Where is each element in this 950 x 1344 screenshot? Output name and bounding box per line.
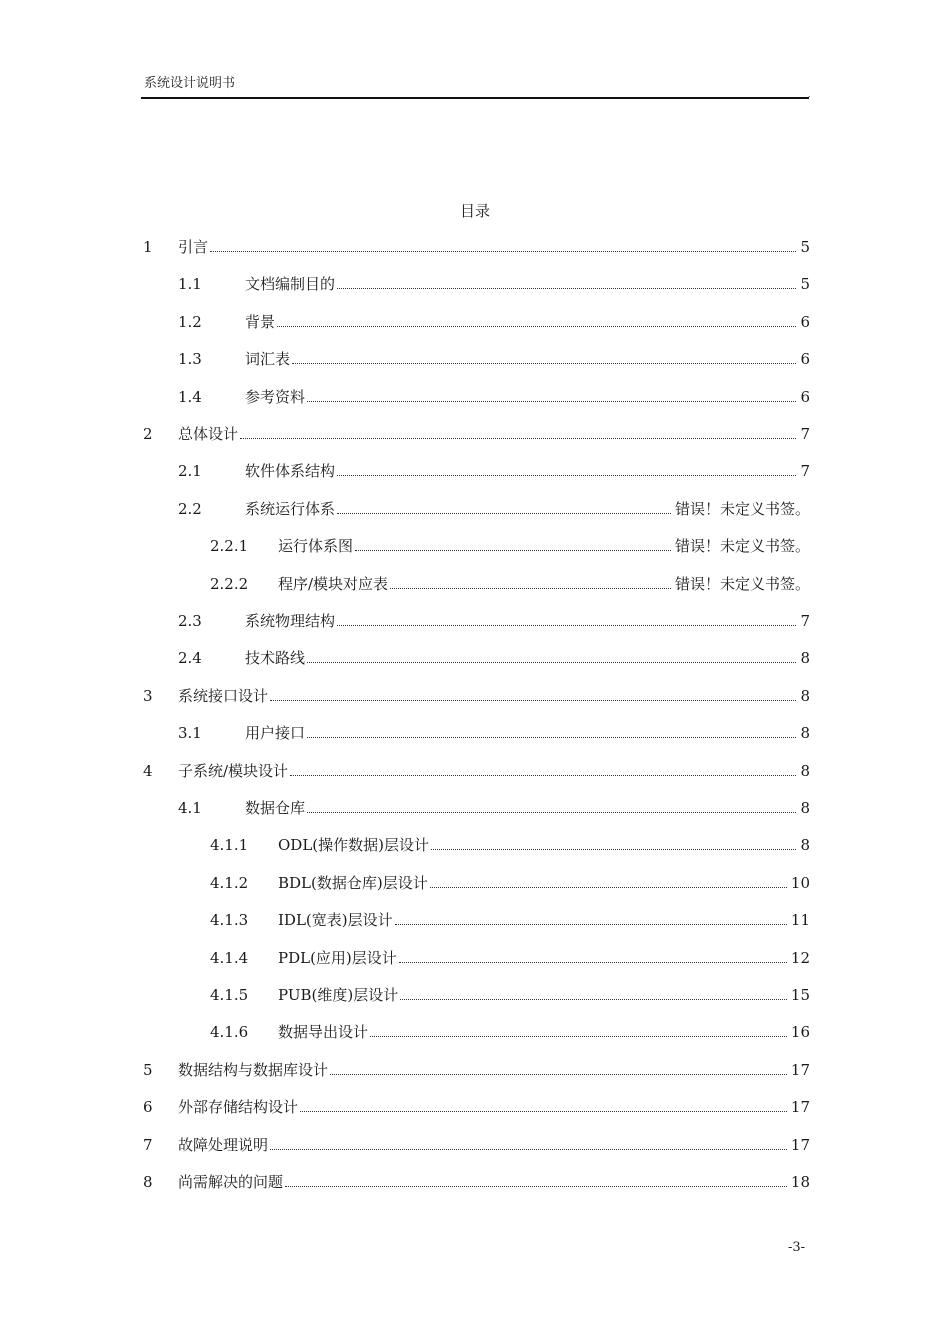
toc-entry-label: 数据仓库 — [245, 799, 306, 817]
toc-entry-label: 词汇表 — [245, 350, 291, 369]
toc-entry[interactable] — [143, 909, 810, 931]
toc-entry-label: 总体设计 — [178, 425, 239, 443]
toc-entry[interactable] — [143, 1021, 810, 1043]
toc-entry-number: 8 — [143, 1173, 153, 1191]
toc-leader-dots — [290, 775, 796, 776]
toc-entry-number: 3.1 — [178, 724, 202, 743]
toc-entry-page: 17 — [790, 1135, 810, 1154]
toc-entry-page: 17 — [790, 1098, 810, 1117]
toc-entry-label: 文档编制目的 — [245, 275, 336, 294]
toc-entry[interactable] — [143, 685, 810, 707]
toc-entry-page: 错误！未定义书签。 — [674, 537, 810, 556]
toc-entry-number: 7 — [143, 1135, 153, 1154]
toc-entry-label: 引言 — [178, 238, 209, 256]
toc-entry[interactable] — [143, 311, 810, 333]
toc-entry-page: 5 — [800, 275, 810, 294]
toc-entry-label: 子系统/模块设计 — [178, 761, 289, 780]
toc-entry[interactable] — [143, 834, 810, 856]
toc-entry-page: 16 — [790, 1023, 810, 1042]
header-rule-dot: . — [808, 90, 811, 99]
toc-entry-number: 1.3 — [178, 350, 202, 369]
toc-leader-dots — [270, 700, 796, 701]
toc-entry[interactable] — [143, 423, 810, 445]
toc-entry-label: 参考资料 — [245, 387, 306, 406]
toc-entry[interactable] — [143, 535, 810, 557]
toc-entry-label: 系统物理结构 — [245, 612, 336, 630]
toc-entry[interactable] — [143, 498, 810, 520]
toc-entry-page: 7 — [800, 612, 810, 630]
toc-entry-page: 错误！未定义书签。 — [674, 574, 810, 593]
toc-leader-dots — [307, 812, 796, 813]
toc-leader-dots — [307, 662, 796, 663]
header-rule — [141, 97, 809, 99]
toc-leader-dots — [370, 1036, 787, 1037]
toc-entry-page: 5 — [800, 238, 810, 256]
toc-entry-page: 18 — [790, 1173, 810, 1191]
toc-entry[interactable] — [143, 722, 810, 744]
toc-leader-dots — [270, 1149, 787, 1150]
toc-entry-page: 8 — [800, 724, 810, 743]
toc-entry[interactable] — [143, 1171, 810, 1193]
toc-entry-number: 4.1 — [178, 799, 202, 817]
toc-entry-page: 8 — [800, 799, 810, 817]
toc-entry-number: 2.2.2 — [210, 574, 249, 593]
toc-entry-label: 背景 — [245, 312, 276, 331]
toc-entry-number: 1.4 — [178, 387, 202, 406]
toc-entry[interactable] — [143, 236, 810, 258]
toc-entry-page: 6 — [800, 312, 810, 331]
toc-entry[interactable] — [143, 1134, 810, 1156]
toc-entry-number: 2.3 — [178, 612, 202, 630]
toc-entry[interactable] — [143, 947, 810, 969]
toc-entry[interactable] — [143, 647, 810, 669]
toc-entry-label: PUB(维度)层设计 — [278, 986, 399, 1004]
toc-entry[interactable] — [143, 1059, 810, 1081]
toc-entry-page: 错误！未定义书签。 — [674, 499, 810, 518]
toc-entry[interactable] — [143, 610, 810, 632]
toc-entry-page: 6 — [800, 350, 810, 369]
toc-entry-label: 外部存储结构设计 — [178, 1098, 299, 1117]
toc-entry-label: 尚需解决的问题 — [178, 1173, 284, 1191]
toc-leader-dots — [395, 924, 787, 925]
toc-entry-label: 系统运行体系 — [245, 499, 336, 518]
toc-entry-label: 数据导出设计 — [278, 1023, 369, 1042]
toc-leader-dots — [285, 1186, 787, 1187]
toc-entry-label: BDL(数据仓库)层设计 — [278, 873, 428, 892]
toc-leader-dots — [307, 737, 796, 738]
toc-leader-dots — [337, 288, 796, 289]
toc-entry-number: 5 — [143, 1060, 153, 1079]
toc-entry-page: 8 — [800, 686, 810, 705]
toc-entry-number: 4.1.5 — [210, 986, 249, 1004]
toc-entry-page: 10 — [790, 873, 810, 892]
toc-entry-page: 15 — [790, 986, 810, 1004]
toc-entry-number: 2.4 — [178, 649, 202, 668]
toc-leader-dots — [277, 326, 796, 327]
toc-entry-number: 4.1.1 — [210, 836, 249, 855]
toc-entry-number: 1 — [143, 238, 153, 256]
toc-entry[interactable] — [143, 872, 810, 894]
toc-entry-page: 12 — [790, 948, 810, 967]
toc-entry-number: 4.1.6 — [210, 1023, 249, 1042]
toc-entry[interactable] — [143, 273, 810, 295]
toc-title: 目录 — [459, 202, 490, 220]
toc-entry[interactable] — [143, 386, 810, 408]
toc-leader-dots — [400, 999, 787, 1000]
toc-leader-dots — [431, 849, 796, 850]
toc-leader-dots — [430, 887, 787, 888]
toc-leader-dots — [210, 251, 796, 252]
toc-entry-number: 2.2.1 — [210, 537, 249, 556]
toc-entry-number: 2.1 — [178, 462, 202, 481]
toc-entry-label: 软件体系结构 — [245, 462, 336, 481]
toc-entry-page: 7 — [800, 425, 810, 443]
toc-entry-number: 3 — [143, 686, 153, 705]
toc-leader-dots — [337, 475, 796, 476]
toc-entry[interactable] — [143, 797, 810, 819]
toc-entry-number: 4 — [143, 761, 153, 780]
toc-entry-number: 2.2 — [178, 499, 202, 518]
toc-entry[interactable] — [143, 984, 810, 1006]
toc-entry-number: 1.2 — [178, 312, 202, 331]
toc-leader-dots — [330, 1074, 787, 1075]
toc-entry[interactable] — [143, 1096, 810, 1118]
toc-entry-label: ODL(操作数据)层设计 — [278, 836, 429, 855]
toc-entry-page: 11 — [790, 911, 810, 930]
toc-leader-dots — [390, 588, 671, 589]
toc-leader-dots — [292, 363, 796, 364]
toc-entry-label: 数据结构与数据库设计 — [178, 1060, 329, 1079]
toc-entry[interactable] — [143, 760, 810, 782]
toc-entry-label: 技术路线 — [245, 649, 306, 668]
toc-entry-page: 7 — [800, 462, 810, 481]
toc-entry-label: PDL(应用)层设计 — [278, 948, 397, 967]
toc-entry-number: 6 — [143, 1098, 153, 1117]
toc-entry[interactable] — [143, 460, 810, 482]
toc-entry-label: 程序/模块对应表 — [278, 574, 389, 593]
toc-entry[interactable] — [143, 348, 810, 370]
toc-leader-dots — [337, 513, 671, 514]
toc-entry-number: 4.1.3 — [210, 911, 249, 930]
toc-entry-page: 8 — [800, 836, 810, 855]
toc-entry[interactable] — [143, 573, 810, 595]
toc-leader-dots — [355, 550, 671, 551]
toc-entry-number: 2 — [143, 425, 153, 443]
toc-entry-number: 4.1.2 — [210, 873, 249, 892]
toc-leader-dots — [399, 962, 787, 963]
toc-entry-page: 17 — [790, 1060, 810, 1079]
toc-entry-label: 用户接口 — [245, 724, 306, 743]
toc-entry-label: 系统接口设计 — [178, 686, 269, 705]
toc-entry-page: 8 — [800, 761, 810, 780]
toc-entry-page: 8 — [800, 649, 810, 668]
toc-leader-dots — [307, 401, 796, 402]
toc-entry-label: IDL(宽表)层设计 — [278, 911, 393, 930]
toc-leader-dots — [300, 1111, 787, 1112]
toc-entry-label: 故障处理说明 — [178, 1135, 269, 1154]
toc-leader-dots — [240, 438, 796, 439]
page-number: -3- — [788, 1240, 806, 1255]
toc-leader-dots — [337, 625, 796, 626]
toc-entry-page: 6 — [800, 387, 810, 406]
toc-entry-label: 运行体系图 — [278, 537, 354, 556]
toc-entry-number: 1.1 — [178, 275, 202, 294]
toc-entry-number: 4.1.4 — [210, 948, 249, 967]
header-title: 系统设计说明书 — [144, 76, 236, 91]
